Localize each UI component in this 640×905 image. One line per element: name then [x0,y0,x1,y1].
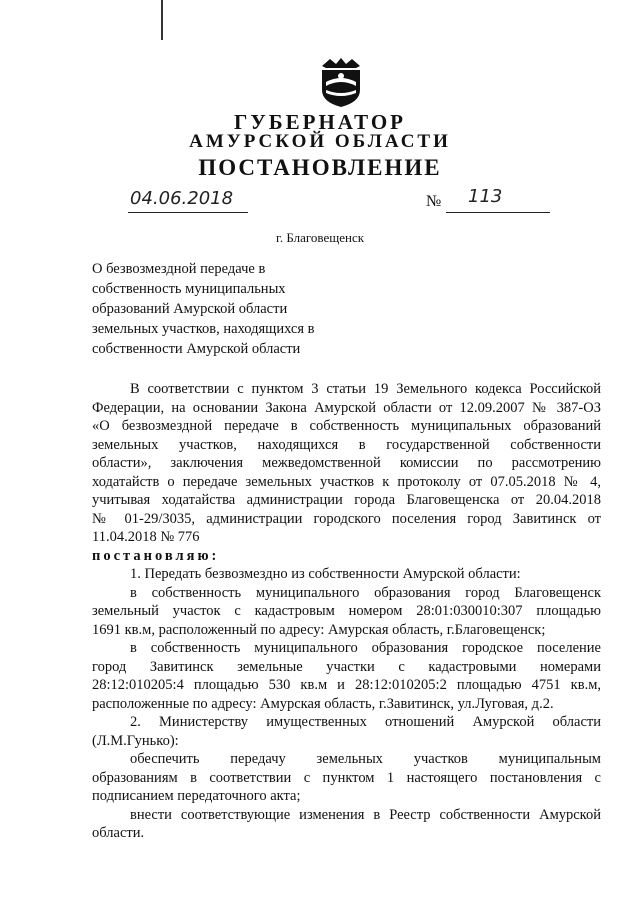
body-line: учитывая ходатайства администрации города Благовещенска от 20.04.2018 [92,492,601,508]
header-governor: ГУБЕРНАТОР [233,110,407,134]
body-line: образованиям в соответствии с пунктом 1 настоящего постановления с [92,769,601,786]
body-line: внести соответствующие изменения в Реестр собственности Амурской [130,806,601,823]
body-line: расположенные по адресу: Амурская область, г.Завитинск, ул.Луговая, д.2. [92,695,554,712]
number-label: № [426,193,442,210]
body-line: 1691 кв.м, расположенный по адресу: Амурская область, г.Благовещенск; [92,621,546,638]
date-underline [128,212,248,213]
document-number: 113 [468,186,503,207]
subject-line: собственность муниципальных [92,281,286,297]
subject-line: собственности Амурской области [92,341,301,357]
body-line: № 01-29/3035, администрации городского поселения город Завитинск от [92,510,601,527]
document-type-title: ПОСТАНОВЛЕНИЕ [198,155,442,180]
body-line: (Л.М.Гунько): [92,732,179,749]
decree-keyword: постановляю: [92,547,220,564]
coat-of-arms-emblem [316,56,366,108]
body-line: области. [92,825,145,841]
body-line: город Завитинск земельные участки с кадастровыми номерами [92,658,601,675]
body-line: 1. Передать безвозмездно из собственности Амурской области: [130,566,521,582]
subject-line: земельных участков, находящихся в [92,321,315,337]
body-line: в собственность муниципального образования город Благовещенск [130,584,601,601]
subject-line: образований Амурской области [92,301,288,317]
body-line: 2. Министерству имущественных отношений Амурской области [130,714,601,730]
city-name: г. Благовещенск [275,230,365,245]
body-line: земельных участков, находящихся в государственной собственности [92,436,601,453]
subject-line: О безвозмездной передаче в [92,261,266,277]
body-line: обеспечить передачу земельных участков муниципальным [130,751,601,767]
body-line: 11.04.2018 № 776 [92,529,200,545]
body-line: ходатайств о передаче земельных участков к протоколу от 07.05.2018 № 4, [92,473,601,490]
number-underline [446,212,550,213]
body-line: 28:12:010205:4 площадью 530 кв.м и 28:12:010205:2 площадью 4751 кв.м, [92,677,601,693]
scan-artifact-line [161,0,163,40]
body-line: в собственность муниципального образования городское поселение [130,640,601,656]
header-region: АМУРСКОЙ ОБЛАСТИ [189,131,451,152]
subject-block [92,259,315,359]
document-body [92,380,601,843]
body-line: земельный участок с кадастровым номером 28:01:030010:307 площадью [92,603,601,619]
document-date: 04.06.2018 [130,188,234,209]
body-line: области», заключения межведомственной комиссии по рассмотрению [92,455,601,471]
body-line: подписанием передаточного акта; [92,788,301,804]
body-line: В соответствии с пунктом 3 статьи 19 Земельного кодекса Российской [130,381,601,397]
body-line: Федерации, на основании Закона Амурской области от 12.09.2007 № 387-ОЗ [92,399,601,416]
body-line: «О безвозмездной передаче в собственность муниципальных образований [92,418,601,434]
